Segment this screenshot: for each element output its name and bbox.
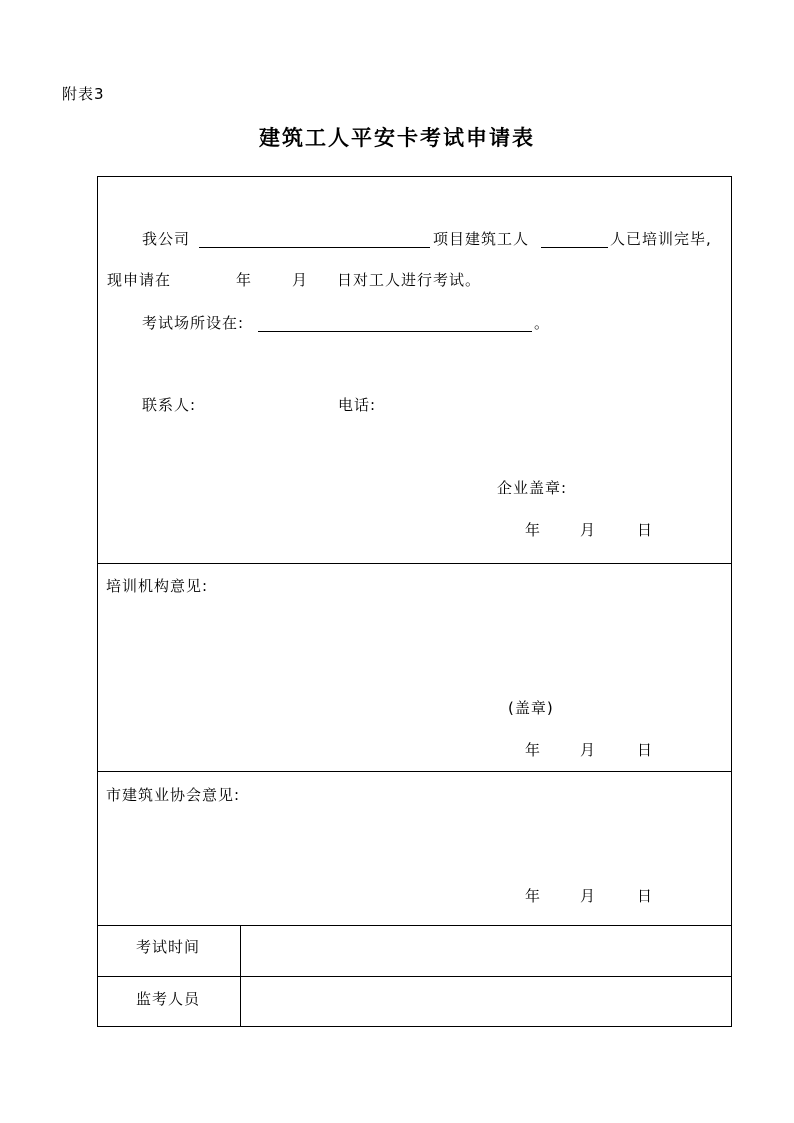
project-name-blank[interactable] [199, 247, 430, 248]
form-title: 建筑工人平安卡考试申请表 [259, 125, 535, 150]
company-label: 我公司 [142, 230, 191, 248]
workers-label: 项目建筑工人 [433, 230, 530, 248]
row-divider [97, 976, 732, 977]
date-month: 月 [580, 521, 597, 539]
date-day: 日 [637, 521, 654, 539]
phone-label: 电话: [338, 396, 377, 414]
section-divider [97, 563, 732, 564]
trained-text: 人已培训完毕, [610, 230, 712, 248]
attachment-label: 附表3 [62, 85, 105, 103]
column-divider [240, 925, 241, 1027]
training-opinion-label: 培训机构意见: [106, 577, 209, 595]
contact-label: 联系人: [142, 396, 197, 414]
date-day: 日 [637, 887, 654, 905]
training-seal-label: (盖章) [508, 699, 554, 717]
worker-count-blank[interactable] [541, 247, 608, 248]
exam-day-text: 日对工人进行考试。 [337, 271, 482, 289]
venue-label: 考试场所设在: [142, 314, 245, 332]
exam-time-label: 考试时间 [136, 938, 201, 956]
section-divider [97, 771, 732, 772]
date-month: 月 [580, 741, 597, 759]
venue-blank[interactable] [258, 331, 532, 332]
date-year: 年 [525, 521, 542, 539]
venue-period: 。 [534, 314, 551, 332]
company-seal-label: 企业盖章: [497, 479, 568, 497]
date-month: 月 [580, 887, 597, 905]
invigilator-label: 监考人员 [136, 990, 201, 1008]
date-day: 日 [637, 741, 654, 759]
association-opinion-label: 市建筑业协会意见: [106, 786, 241, 804]
exam-year-label: 年 [236, 271, 253, 289]
date-year: 年 [525, 887, 542, 905]
exam-month-label: 月 [292, 271, 309, 289]
date-year: 年 [525, 741, 542, 759]
apply-text: 现申请在 [107, 271, 172, 289]
section-divider [97, 925, 732, 926]
